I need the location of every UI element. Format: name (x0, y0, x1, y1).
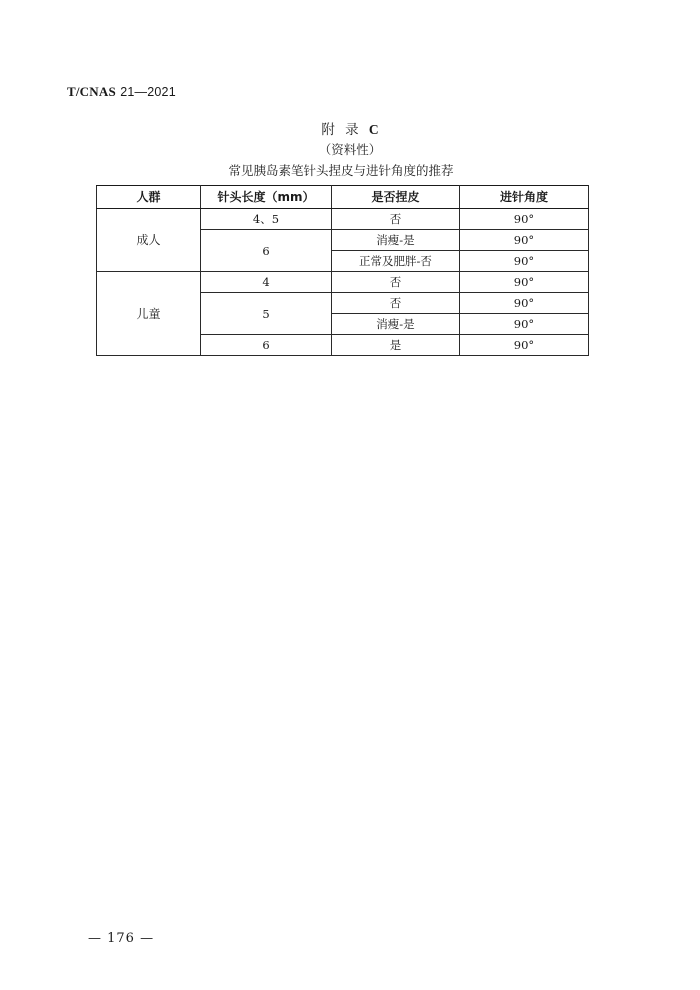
cell-pinch: 是 (332, 335, 460, 356)
appendix-title (0, 118, 700, 138)
cell-length: 5 (201, 293, 332, 335)
header-pinch: 是否捏皮 (332, 186, 460, 209)
cell-length: 4 (201, 272, 332, 293)
cell-length: 4、5 (201, 209, 332, 230)
table-caption: 常见胰岛素笔针头捏皮与进针角度的推荐 (228, 163, 454, 178)
header-needle-length: 针头长度（mm） (201, 186, 332, 209)
cell-pinch: 否 (332, 209, 460, 230)
cell-angle: 90° (460, 293, 589, 314)
cell-angle: 90° (460, 209, 589, 230)
header-population: 人群 (97, 186, 201, 209)
cell-pinch: 正常及肥胖-否 (332, 251, 460, 272)
standard-code (67, 84, 176, 100)
cell-length: 6 (201, 230, 332, 272)
cell-angle: 90° (460, 272, 589, 293)
cell-pinch: 消瘦-是 (332, 230, 460, 251)
cell-angle: 90° (460, 230, 589, 251)
table-header-row (97, 186, 589, 209)
standard-prefix: T/CNAS (67, 84, 116, 99)
appendix-nature: （资料性） (318, 142, 382, 157)
appendix-letter: C (368, 122, 379, 137)
cell-angle: 90° (460, 314, 589, 335)
page-number: — 176 — (88, 931, 155, 946)
cell-angle: 90° (460, 251, 589, 272)
appendix-label: 附 录 (321, 122, 362, 138)
group-adult: 成人 (97, 209, 201, 272)
group-child: 儿童 (97, 272, 201, 356)
cell-pinch: 否 (332, 272, 460, 293)
header-angle: 进针角度 (460, 186, 589, 209)
recommendation-table (96, 185, 589, 356)
cell-angle: 90° (460, 335, 589, 356)
table-row (97, 272, 589, 293)
cell-pinch: 消瘦-是 (332, 314, 460, 335)
standard-number: 21—2021 (120, 85, 176, 99)
table-row (97, 209, 589, 230)
cell-length: 6 (201, 335, 332, 356)
cell-pinch: 否 (332, 293, 460, 314)
